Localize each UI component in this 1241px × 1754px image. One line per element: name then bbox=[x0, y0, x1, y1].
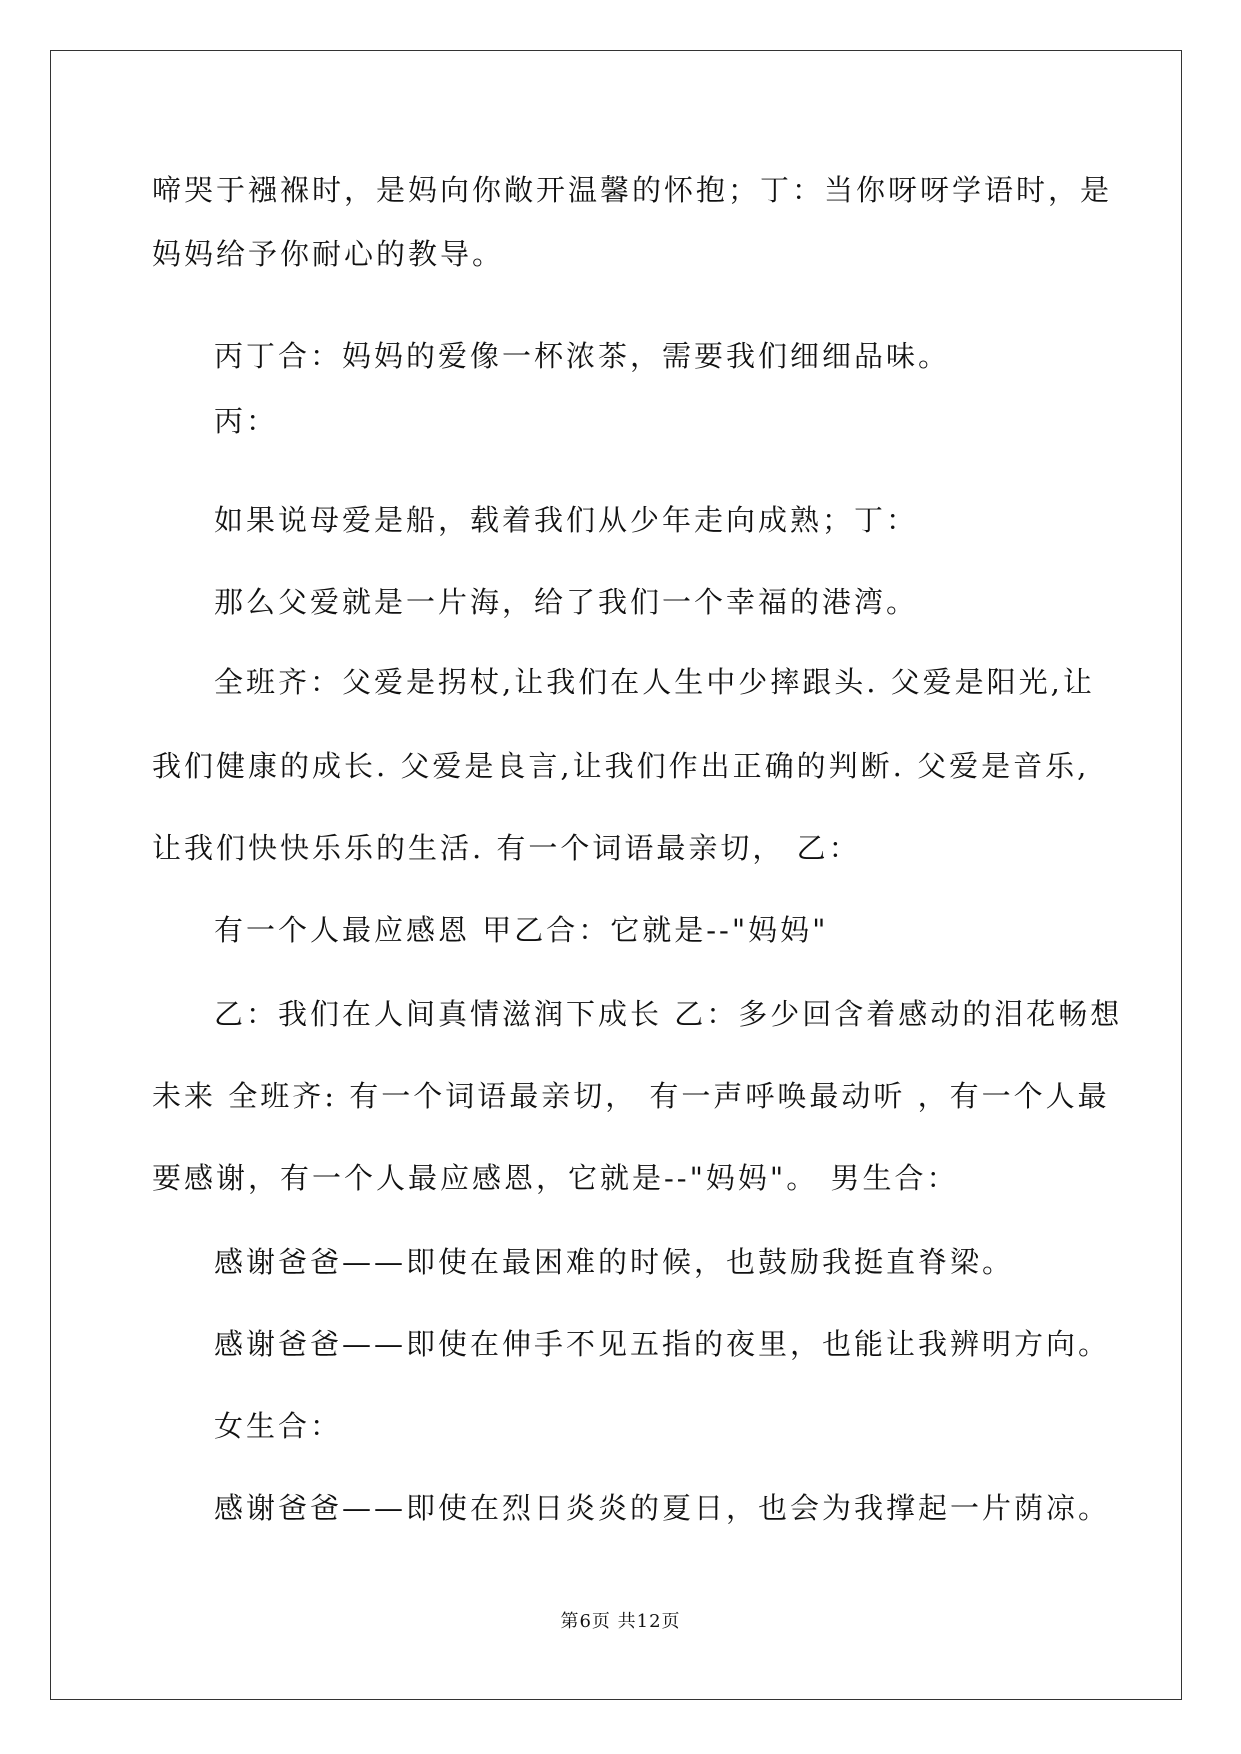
text-line-7: 全班齐：父爱是拐杖,让我们在人生中少摔跟头. 父爱是阳光,让 bbox=[214, 665, 1095, 699]
text-line-12: 未来 全班齐: 有一个词语最亲切， 有一声呼唤最动听 ，有一个人最 bbox=[152, 1079, 1110, 1113]
text-line-5: 如果说母爱是船，载着我们从少年走向成熟；丁： bbox=[214, 503, 919, 537]
text-line-8: 我们健康的成长. 父爱是良言,让我们作出正确的判断. 父爱是音乐, bbox=[152, 749, 1090, 783]
text-line-15: 感谢爸爸——即使在伸手不见五指的夜里，也能让我辨明方向。 bbox=[214, 1327, 1111, 1361]
text-line-17: 感谢爸爸——即使在烈日炎炎的夏日，也会为我撑起一片荫凉。 bbox=[214, 1491, 1111, 1525]
page-number: 第6页 共12页 bbox=[560, 1611, 681, 1632]
text-line-1: 啼哭于襁褓时，是妈向你敞开温馨的怀抱；丁：当你呀呀学语时，是 bbox=[152, 173, 1113, 207]
text-line-9: 让我们快快乐乐的生活. 有一个词语最亲切， 乙： bbox=[152, 831, 861, 865]
text-line-10: 有一个人最应感恩 甲乙合：它就是--"妈妈" bbox=[214, 913, 829, 947]
text-line-4: 丙： bbox=[214, 404, 279, 438]
text-line-3: 丙丁合：妈妈的爱像一杯浓茶，需要我们细细品味。 bbox=[214, 339, 951, 373]
page-border bbox=[50, 50, 1182, 1700]
text-line-11: 乙：我们在人间真情滋润下成长 乙：多少回含着感动的泪花畅想 bbox=[214, 997, 1123, 1031]
text-line-6: 那么父爱就是一片海，给了我们一个幸福的港湾。 bbox=[214, 585, 919, 619]
text-line-16: 女生合： bbox=[214, 1409, 343, 1443]
text-line-14: 感谢爸爸——即使在最困难的时候，也鼓励我挺直脊梁。 bbox=[214, 1245, 1015, 1279]
text-line-13: 要感谢，有一个人最应感恩，它就是--"妈妈"。 男生合： bbox=[152, 1161, 959, 1195]
text-line-2: 妈妈给予你耐心的教导。 bbox=[152, 237, 505, 271]
